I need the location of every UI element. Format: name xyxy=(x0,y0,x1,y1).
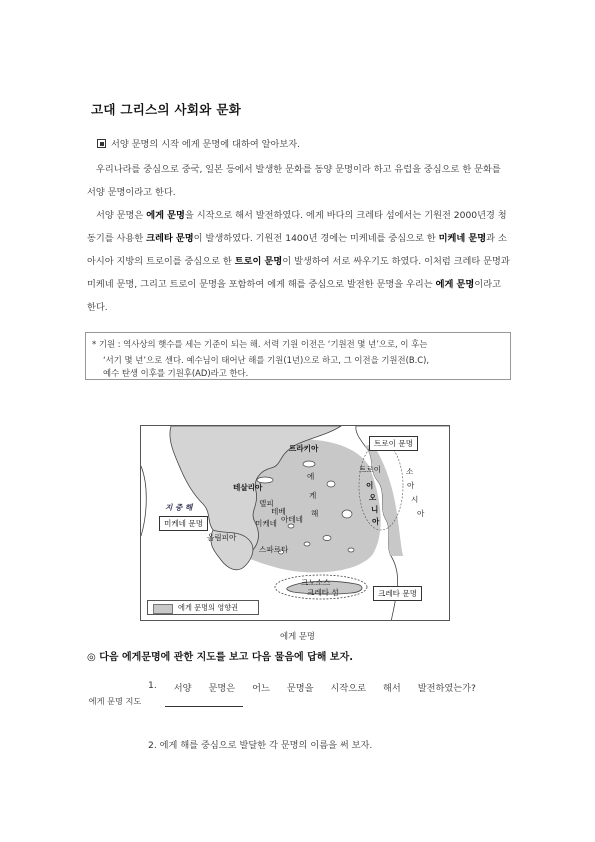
q1-answer-line[interactable] xyxy=(165,706,243,707)
q1-word: 문명을 xyxy=(286,683,314,694)
map-label-aegean-2: 게 xyxy=(309,491,317,500)
p2-text-2: 을 시작으로 해서 발전하였다. 에게 바다의 크레타 섬에서는 기원전 2000년경 청동기를 사용한 xyxy=(87,210,507,244)
map-label-asia-minor-2: 아 xyxy=(407,481,415,490)
q1-word: 서양 xyxy=(173,683,192,694)
map-label-mycenae: 미케네 xyxy=(255,519,278,528)
map-label-thebes: 테베 xyxy=(271,507,286,516)
p2-bold-mycenae: 미케네 문명 xyxy=(438,233,487,244)
page-title: 고대 그리스의 사회와 문화 xyxy=(91,102,242,117)
note-line-1: * 기원 : 역사상의 햇수를 세는 기준이 되는 해. 서력 기원 이전은 ‘기원전 몇 년’으로, 이 후는 xyxy=(92,339,428,349)
question-2: 2. 에게 해를 중심으로 발달한 각 문명의 이름을 써 보자. xyxy=(148,740,373,751)
island xyxy=(303,461,315,467)
map-label-ionia-3: 니 xyxy=(371,505,379,514)
map-box-crete-civ: 크레타 문명 xyxy=(373,586,422,601)
note-line-2: ‘서기 몇 년’으로 센다. 예수님이 태어난 해를 기원(1년)으로 하고, 그 이전을 기원전(B.C), xyxy=(103,354,430,365)
map-label-aegean-3: 해 xyxy=(311,509,319,518)
map-legend xyxy=(147,600,259,615)
map-label-ionia-2: 오 xyxy=(369,493,377,502)
map-label-aegean-1: 에 xyxy=(307,472,315,481)
question-title: ◎ 다음 에게문명에 관한 지도를 보고 다음 물음에 답해 보자. xyxy=(87,652,354,663)
p2-bold-aegean: 에게 문명 xyxy=(146,210,185,221)
map-box-troy-civ: 트로이 문명 xyxy=(369,436,418,451)
p2-bold-crete: 크레타 문명 xyxy=(146,233,194,244)
side-label: 에게 문명 지도 xyxy=(88,696,142,706)
map-label-olympia: 올림피아 xyxy=(207,533,237,542)
square-bullet-icon xyxy=(97,139,106,148)
map-label-athens: 아테네 xyxy=(281,515,304,524)
intro-line xyxy=(97,136,300,150)
west-coast xyxy=(141,466,146,536)
island xyxy=(304,542,310,546)
intro-text: 서양 문명의 시작 에게 문명에 대하여 알아보자. xyxy=(111,139,301,150)
map-label-ionia-4: 아 xyxy=(372,517,380,526)
map-label-thrace: 트라키아 xyxy=(289,444,319,453)
q1-word: 어느 xyxy=(252,683,270,694)
q1-word: 시작으로 xyxy=(330,683,367,694)
p2-text-6: 이라고 한다. xyxy=(87,279,501,313)
map-label-mediterranean: 지 중 해 xyxy=(165,503,193,512)
map-label-thessaly: 테살리아 xyxy=(233,483,263,492)
paragraph-1: 우리나라를 중심으로 중국, 일본 등에서 발생한 문화를 동양 문명이라 하고 유럽을 중심으로 한 문화를 서양 문명이라고 한다. xyxy=(87,164,501,198)
island xyxy=(323,536,331,541)
p2-bold-aegean-2: 에게 문명 xyxy=(435,279,475,290)
q1-word: 발전하였는가? xyxy=(417,683,476,694)
map-box-mycenae-civ: 미케네 문명 xyxy=(159,516,208,531)
p2-text-1: 서양 문명은 xyxy=(96,210,147,221)
map-label-asia-minor-3: 시 xyxy=(411,495,419,504)
map-caption: 에게 문명 xyxy=(279,631,316,641)
legend-label: 에게 문명의 영향권 xyxy=(178,603,239,612)
q1-word: 해서 xyxy=(383,683,401,694)
legend-swatch xyxy=(153,604,173,614)
island xyxy=(342,510,352,518)
map-label-crete: 크레타 섬 xyxy=(307,588,339,597)
map-label-sparta: 스파르타 xyxy=(259,545,289,554)
p2-text-5: 이 발생하여 서로 싸우기도 하였다. 이처럼 크레타 문명과 미케네 문명, 그리고 트로이 문명을 포함하여 에게 해를 중심으로 발전한 문명을 우리는 xyxy=(87,256,510,290)
map-label-ionia-1: 이 xyxy=(366,481,374,490)
q1-word: 문명은 xyxy=(208,683,236,694)
p2-bold-troy: 트로이 문명 xyxy=(234,256,283,267)
note-box xyxy=(85,332,511,380)
island xyxy=(348,548,354,552)
question-1 xyxy=(148,680,476,694)
map-label-asia-minor-4: 아 xyxy=(417,509,425,518)
map-label-asia-minor-1: 소 xyxy=(406,467,414,476)
p2-text-4: 과 소아시아 지방의 트로이를 중심으로 한 xyxy=(87,233,507,267)
aegean-map xyxy=(140,425,450,621)
map-label-knossos: 크노소스 xyxy=(301,578,331,587)
paragraph-2 xyxy=(87,204,511,319)
note-line-3: 예수 탄생 이후를 기원후(AD)라고 한다. xyxy=(103,368,249,378)
q1-number: 1. xyxy=(148,680,157,691)
p2-text-3: 이 발생하였다. 기원전 1400년 경에는 미케네를 중심으로 한 xyxy=(193,233,439,244)
map-label-troy: 트로이 xyxy=(359,465,382,474)
island xyxy=(327,481,335,487)
map-label-delphi: 델피 xyxy=(259,499,274,508)
